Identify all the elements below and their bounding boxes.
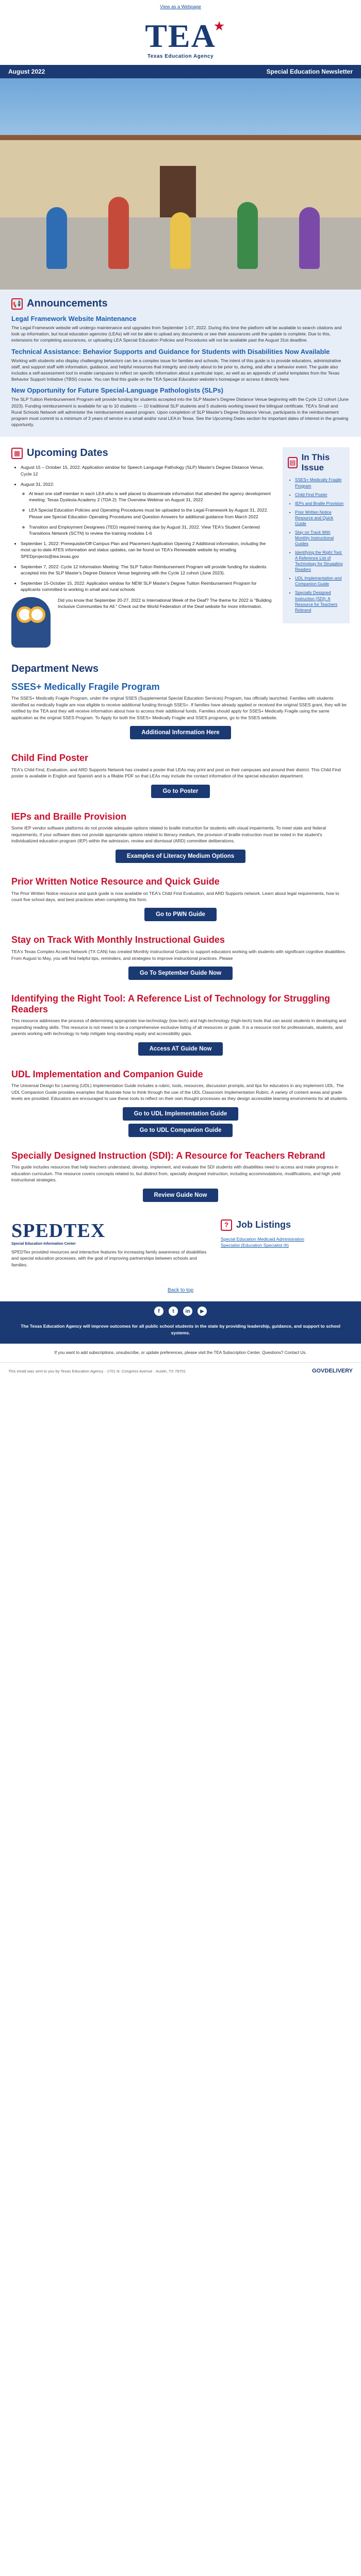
jobs-title: Job Listings xyxy=(236,1219,291,1230)
issue-heading xyxy=(288,452,344,473)
issue-link[interactable]: Child Find Poster xyxy=(295,492,327,497)
news-section-sdi xyxy=(0,1147,361,1212)
section-body: TEA's Texas Complex Access Network (TX CAN) has created Monthly Instructional Guides to support educators working with students with significant cognitive disabilities. From August to May, you will find helpful tips, reminders, and strategies to improve instructional practices. Please xyxy=(11,949,347,961)
spedtex-and-jobs xyxy=(0,1212,361,1283)
issue-title: In This Issue xyxy=(301,452,330,473)
announcements-title: Announcements xyxy=(27,298,108,309)
literacy-medium-button[interactable]: Examples of Literacy Medium Options xyxy=(116,850,245,863)
issue-link[interactable]: Prior Written Notice Resource and Quick Guide xyxy=(295,510,334,526)
announcement-body: Working with students who display challenging behaviors can be a complex issue for families and schools. The intent of this guide is to provide educators, administrative staff, and support staff with information, guidance, and helpful resources that integrity and clarity about to be prior to, during, and after a behavior event. The guide also includes a self-assessment tool to enable campuses to reflect on specific information about a particular topic, as well as an appendix of useful templates from the Texas Behavior Support Initiative (TBSI) course. You can find this guide on the TEA Special Education website's homepage or access it directly here. xyxy=(11,358,341,382)
social-bar xyxy=(0,1301,361,1318)
job-link[interactable]: Specialist (Education Specialist III) xyxy=(221,1243,289,1248)
issue-list xyxy=(288,477,344,613)
news-section-pwn xyxy=(0,873,361,932)
job-link[interactable]: Special Education Medicaid Administration xyxy=(221,1236,304,1242)
section-title: Stay on Track With Monthly Instructional Guides xyxy=(11,935,225,945)
banner-title: Special Education Newsletter xyxy=(266,68,353,75)
govdelivery-logo: GOVDELIVERY xyxy=(311,1368,353,1375)
deaf-week-text: Did you know that September 20-27, 2022 is International Week of the Deaf? The theme for 2022 is "Building Inclusive Communities for All." Check out the World Federation of the Deaf website for more information. xyxy=(58,597,272,609)
pwn-guide-button[interactable]: Go to PWN Guide xyxy=(144,908,217,921)
announcement-title: Technical Assistance: Behavior Supports and Guidance for Students with Disabilities Now Available xyxy=(11,347,330,355)
issue-link[interactable]: SSES+ Medically Fragile Program xyxy=(295,478,342,488)
issue-link[interactable]: UDL Implementation and Companion Guide xyxy=(295,576,342,587)
section-title: UDL Implementation and Companion Guide xyxy=(11,1069,203,1079)
date-item xyxy=(21,481,275,536)
review-guide-button[interactable]: Review Guide Now xyxy=(143,1189,219,1202)
announcement-item xyxy=(11,348,350,383)
banner-date: August 2022 xyxy=(8,68,45,75)
spedtex-body: SPEDTex provided resources and interactive features for increasing family awareness of disabilities and special education processes, with the goal of improving partnerships between schools and families. xyxy=(11,1249,207,1267)
department-heading: Department News xyxy=(11,663,99,674)
section-body: The Universal Design for Learning (UDL) Implementation Guide includes a rubric, tools, resources, discussion prompts, and tips for educators in any implement UDL. The UDL Companion Guide provides examples that illustrate how to think through the use of the UDL Classroom Implementation Rubric. A variety of content areas and grade levels are provided. Educators are encouraged to use these tools to reflect on their own thought processes as they design accessible learning environments for all students. xyxy=(11,1083,349,1101)
facebook-icon[interactable]: f xyxy=(154,1307,163,1316)
deaf-week-callout xyxy=(11,597,275,648)
section-body: The SSES+ Medically Fragile Program, under the original SSES (Supplemental Special Education Services) Program, has officially launched. Families with students identified as medically fragile are now eligible to receive additional funding through SSES+. If families have already applied or received the original SSES grant, they will be notified by the TEA and they will receive information about how to access their additional funds. Families should apply for SSES+ Medically Fragile using the same application as the original SSES Program. To Apply for both the SSES+ Medically Fragile and SSES programs, go to the SSES website. xyxy=(11,696,347,720)
back-to-top xyxy=(0,1283,361,1301)
hero-child xyxy=(170,212,191,269)
sender-info: This email was sent to you by Texas Education Agency · 1701 N. Congress Avenue · Austin, TX 78701 xyxy=(8,1368,186,1374)
spedtex-tagline: Special Education Information Center xyxy=(11,1242,76,1246)
date-item: • September 1, 2022: Prerequisite/Off-Campus Plan and Placement Application Opening 2 Additional information, including the most up-to-date ATES information and status updates, can be found on TEA's Renewable website by emailing SPEDprojects@tea.texas.gov xyxy=(21,540,275,560)
spedtex-logo: SPEDTEX xyxy=(11,1219,106,1242)
news-section-at-guide xyxy=(0,990,361,1066)
jobs-list xyxy=(221,1236,350,1249)
bottom-bar xyxy=(0,1362,361,1382)
megaphone-icon: 📢 xyxy=(11,298,23,310)
top-bar xyxy=(0,0,361,13)
announcement-title: Legal Framework Website Maintenance xyxy=(11,315,137,323)
star-icon: ★ xyxy=(214,19,225,32)
tea-logo xyxy=(145,17,225,54)
dates-and-issue xyxy=(0,437,361,657)
hero-image xyxy=(0,78,361,290)
newsletter xyxy=(0,13,361,1382)
owl-icon xyxy=(11,597,51,648)
additional-info-button[interactable]: Additional Information Here xyxy=(130,726,231,739)
book-icon: ▤ xyxy=(288,457,298,468)
department-news xyxy=(0,658,361,674)
back-to-top-link[interactable]: Back to top xyxy=(167,1287,194,1294)
news-section-child-find xyxy=(0,750,361,808)
section-body: The Prior Written Notice resource and quick guide is now available on TEA's Child Find Evaluation, and ARD Supports network. Learn about legal requirements, how to count five school days, and best practices when completing this form. xyxy=(11,890,339,902)
announcement-title: New Opportunity for Future Special-Language Pathologists (SLPs) xyxy=(11,386,223,395)
hero-child xyxy=(108,197,129,269)
september-guide-button[interactable]: Go To September Guide Now xyxy=(128,967,233,980)
jobs-heading xyxy=(221,1219,350,1231)
date-item: • September 7, 2022: Cycle 12 Information Meeting: The SLP Tuition Reimbursement Program will provide funding for students accepted into the SLP Master's Degree Distance Venue beginning with the Cycle 12 cohort (June 2023). xyxy=(21,564,275,576)
view-as-webpage-link[interactable]: View as a Webpage xyxy=(160,4,201,9)
job-listings xyxy=(221,1219,350,1273)
footer-mission: The Texas Education Agency will improve outcomes for all public school students in the state by providing leadership, guidance, and support to school systems. xyxy=(0,1318,361,1344)
date-sub-list xyxy=(21,490,275,536)
section-body: This resource addresses the process of determining appropriate low-technology (low-tech) and high-technology (high-tech) tools that can assist students in developing and expanding reading skills. This resource is not meant to be a comprehensive exclusive listing of all resources or guide. It is a resource tool for professionals, students, and parents working with technology to help mitigate long-standing equity and accessibility gaps. xyxy=(11,1018,347,1037)
logo-subtitle: Texas Education Agency xyxy=(147,53,214,59)
issue-link[interactable]: Specially Designed Instruction (SDI): A Resource for Teachers Rebrand xyxy=(295,590,338,613)
news-section-udl xyxy=(0,1066,361,1147)
udl-companion-button[interactable]: Go to UDL Companion Guide xyxy=(128,1124,233,1137)
announcements-heading xyxy=(11,298,350,310)
issue-link[interactable]: Identifying the Right Tool: A Reference List of Technology for Struggling Readers xyxy=(295,550,343,572)
spedtex-block xyxy=(11,1219,211,1273)
upcoming-heading xyxy=(11,447,275,459)
issue-link[interactable]: Stay on Track With Monthly Instructional Guides xyxy=(295,530,334,546)
date-sub-item: ◦ At least one staff member in each LEA who is well placed to disseminate information that attended the agency development meeting: Texas Dyslexia Academy 2 (TDA 2): The Overview Webinar on August 31, 2022 xyxy=(29,490,275,503)
section-title: Specially Designed Instruction (SDI): A Resource for Teachers Rebrand xyxy=(11,1150,325,1161)
section-title: IEPs and Braille Provision xyxy=(11,811,127,822)
announcement-item xyxy=(11,315,350,344)
in-this-issue xyxy=(283,447,350,623)
at-guide-button[interactable]: Access AT Guide Now xyxy=(138,1042,223,1056)
section-title: Child Find Poster xyxy=(11,753,89,764)
date-item: • September 15-October 15, 2022: Application window for NEW SLP Master's Degree Tuition Reimbursement Program for applicants committed to working in small and rural schools xyxy=(21,580,275,592)
logo-word: TEA xyxy=(145,17,216,54)
announcement-body: The Legal Framework website will undergo maintenance and upgrades from September 1-07, 2022. During this time the platform will be available to search citations and look up information, but local education agencies (LEAs) will not be able to upload any documents or see their assurances until the update is complete. Due to this, extensions for completing assurances, or uploading LEA Special Education Policies and Procedures will not be available past the August 31st deadline. xyxy=(11,325,342,343)
date-item-label: August 31, 2022: xyxy=(21,481,54,487)
date-sub-item: ◦ Transition and Employment Designees (TED) required training due by August 31, 2022. View TEA's Student Centered Transitions Network (SCTN) to review the training modules 1-6 xyxy=(29,524,275,536)
news-section-monthly-guides xyxy=(0,931,361,990)
question-icon: ? xyxy=(221,1219,232,1231)
date-sub-item: ◦ LEA Special Education Policies and Operating Procedures must be uploaded to the Legal Framework by August 31, 2022. Please see Special Education Operating Procedures and Question Answers for additional guidance from March 2022 xyxy=(29,507,275,519)
announcement-item xyxy=(11,386,350,428)
section-title: Prior Written Notice Resource and Quick Guide xyxy=(11,876,220,887)
twitter-icon[interactable]: t xyxy=(169,1307,178,1316)
go-to-poster-button[interactable]: Go to Poster xyxy=(151,785,209,798)
upcoming-dates xyxy=(11,447,275,647)
upcoming-title: Upcoming Dates xyxy=(27,447,108,459)
fine-print: If you want to add subscriptions, unsubscribe, or update preferences, please visit the TEA Subscription Center. Questions? Contact Us. xyxy=(54,1350,307,1355)
announcement-body: The SLP Tuition Reimbursement Program will provide funding for students accepted into the SLP Master's Degree Distance Venue beginning with the Cycle 12 cohort (June 2023). Funding reimbursement is available for up to 10 students — 10 traditional SLP students and 5 students working toward the bilingual certificate. TEA's Small and Rural Schools Network will administer the reimbursement award program. Upon completion of SLP Master's Degree Distance Venue, participants in the reimbursement program must commit to a minimum of 3 years of service in a small and/or rural LEA in Texas. See the Upcoming Dates section for important dates of interest in the growing opportunity. xyxy=(11,397,349,428)
issue-link[interactable]: IEPs and Braille Provision xyxy=(295,501,344,506)
newsletter-banner xyxy=(0,65,361,78)
date-item: • August 15 – October 15, 2022: Application window for Speech Language Pathology (SLP) Master's Degree Distance Venue, Cycle 12 xyxy=(21,464,275,477)
section-body: This guide includes resources that help teachers understand, develop, implement, and evaluate the SDI students with disabilities need to access and make progress in education curriculum. The resource covers concepts related to, but distinct from, specially designed instruction, including accommodations, modifications, and high yield instructional strategies. xyxy=(11,1164,341,1183)
linkedin-icon[interactable]: in xyxy=(183,1307,192,1316)
announcements-section xyxy=(0,290,361,437)
hero-child xyxy=(299,207,320,269)
youtube-icon[interactable]: ▶ xyxy=(198,1307,207,1316)
calendar-icon: ▦ xyxy=(11,448,23,459)
udl-implementation-button[interactable]: Go to UDL Implementation Guide xyxy=(123,1107,239,1121)
section-body: Some IEP vendor software platforms do not provide adequate options related to braille instruction for students with visual impairments. To meet state and federal requirements, if your software does not provide appropriate options related to literacy medium, the provision of braille instruction must be noted in the student's individualized education program (IEP) within the admission, review and dismissal (ARD) committee deliberations. xyxy=(11,825,326,844)
dates-list xyxy=(11,464,275,592)
section-title: SSES+ Medically Fragile Program xyxy=(11,681,160,692)
hero-child xyxy=(46,207,67,269)
section-title: Identifying the Right Tool: A Reference List of Technology for Struggling Readers xyxy=(11,993,330,1014)
logo-area xyxy=(0,13,361,65)
section-body: TEA's Child Find, Evaluation, and ARD Supports Network has created a poster that LEAs may print and post on their campuses and around their district. This Child Find poster is available in English and Spanish and is a fillable PDF so that LEAs may include the contact information of the special education department. xyxy=(11,767,341,779)
news-section-sses xyxy=(0,679,361,750)
hero-child xyxy=(237,202,258,269)
news-section-braille xyxy=(0,808,361,873)
